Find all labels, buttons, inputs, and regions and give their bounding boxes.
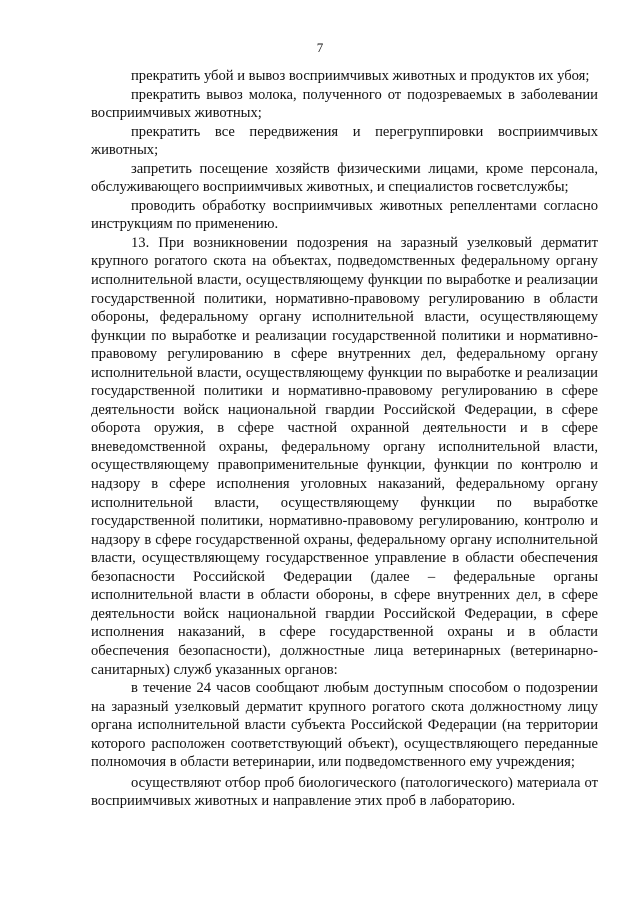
paragraph-section-13: 13. При возникновении подозрения на заразный узелковый дерматит крупного рогатого скота на объектах, подведомственных федеральному органу исполнительной власти, осуществляющему функции по выработке и реализации государственной политики, нормативно-правовому регулированию в области обороны, федеральному органу исполнительной власти, осуществляющему функции по выработке и реализации государственной политики и нормативно-правовому регулированию в сфере внутренних дел, федеральному органу исполнительной власти, осуществляющему функции по выработке и реализации государственной политики и нормативно-правовому регулированию в сфере деятельности войск национальной гвардии Российской Федерации, в сфере оборота оружия, в сфере частной охранной деятельности и в сфере вневедомственной охраны, федеральному органу исполнительной власти, осуществляющему правоприменительные функции, функции по контролю и надзору в сфере исполнения уголовных наказаний, федеральному органу исполнительной власти, осуществляющему функции по выработке государственной политики, нормативно-правовому регулированию, контролю и надзору в сфере государственной охраны, федеральному органу исполнительной власти, осуществляющему государственное управление в области обеспечения безопасности Российской Федерации (далее – федеральные органы исполнительной власти в области обороны, в сфере внутренних дел, в сфере деятельности войск национальной гвардии Российской Федерации, в сфере исполнения наказаний, в сфере государственной охраны и в области обеспечения безопасности), должностные лица ветеринарных (ветеринарно-санитарных) служб указанных органов: [91, 234, 598, 678]
paragraph-prohibit-visits: запретить посещение хозяйств физическими лицами, кроме персонала, обслуживающего восприимчивых животных, и специалистов госветслужбы; [91, 160, 598, 196]
paragraph-stop-milk-export: прекратить вывоз молока, полученного от подозреваемых в заболевании восприимчивых животных; [91, 86, 598, 122]
document-body [91, 67, 598, 811]
paragraph-stop-movements: прекратить все передвижения и перегруппировки восприимчивых животных; [91, 123, 598, 159]
paragraph-stop-slaughter: прекратить убой и вывоз восприимчивых животных и продуктов их убоя; [131, 68, 590, 84]
paragraph-repellent-treatment: проводить обработку восприимчивых животных репеллентами согласно инструкциям по применению. [91, 197, 598, 233]
paragraph-sampling: осуществляют отбор проб биологического (патологического) материала от восприимчивых животных и направление этих проб в лабораторию. [91, 774, 598, 810]
page-number: 7 [316, 40, 324, 55]
paragraph-report-within-24h: в течение 24 часов сообщают любым доступным способом о подозрении на заразный узелковый дерматит крупного рогатого скота должностному лицу органа исполнительной власти субъекта Российской Федерации (на территории которого расположен соответствующий объект), осуществляющего переданные полномочия в области ветеринарии, или подведомственного ему учреждения; [91, 680, 598, 771]
